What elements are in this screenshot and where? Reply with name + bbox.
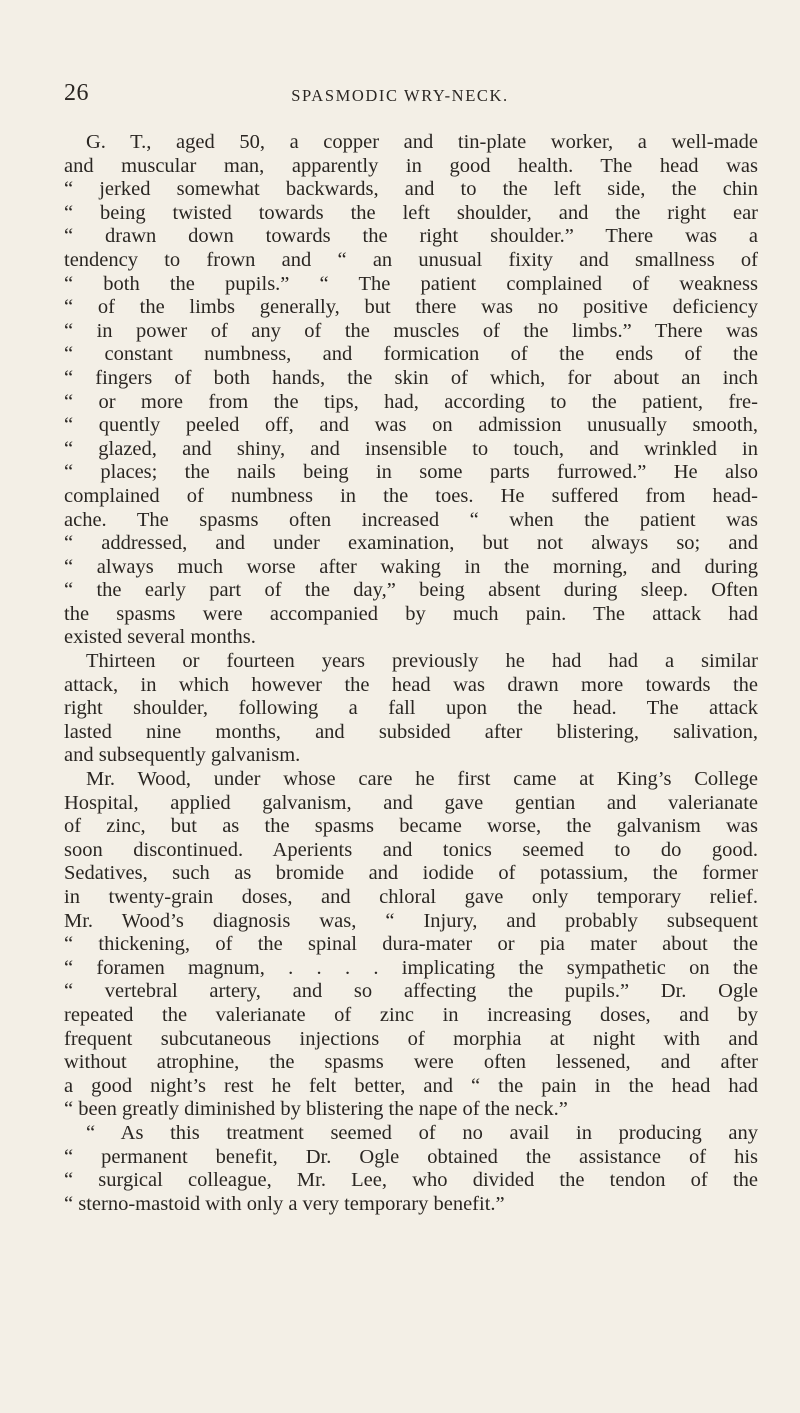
text-line: ache. The spasms often increased “ when the patient was	[64, 508, 758, 531]
text-line: “ drawn down towards the right shoulder.” There was a	[64, 225, 758, 248]
paragraph	[64, 650, 758, 768]
text-line: “ thickening, of the spinal dura-mater or pia mater about the	[64, 933, 758, 956]
text-line: without atrophine, the spasms were often lessened, and after	[64, 1051, 758, 1074]
text-line: existed several months.	[64, 626, 256, 649]
text-line: “ in power of any of the muscles of the limbs.” There was	[64, 319, 758, 342]
text-line: Mr. Wood, under whose care he first came at King’s College	[86, 768, 758, 791]
text-line: “ been greatly diminished by blistering the nape of the neck.”	[64, 1098, 568, 1121]
text-line: Thirteen or fourteen years previously he had had a similar	[86, 650, 758, 673]
text-line: “ constant numbness, and formication of the ends of the	[64, 343, 758, 366]
text-line: the spasms were accompanied by much pain. The attack had	[64, 602, 758, 625]
text-line: complained of numbness in the toes. He suffered from head-	[64, 484, 758, 507]
text-line: a good night’s rest he felt better, and “ the pain in the head had	[64, 1074, 758, 1097]
text-line: “ quently peeled off, and was on admission unusually smooth,	[64, 414, 758, 437]
text-line: “ glazed, and shiny, and insensible to touch, and wrinkled in	[64, 437, 758, 460]
text-line: “ addressed, and under examination, but not always so; and	[64, 532, 758, 555]
text-line: repeated the valerianate of zinc in increasing doses, and by	[64, 1003, 758, 1026]
page-number: 26	[64, 80, 89, 106]
text-line: “ foramen magnum, . . . . implicating the sympathetic on the	[64, 956, 758, 979]
text-line: “ or more from the tips, had, according to the patient, fre-	[64, 390, 758, 413]
running-title: SPASMODIC WRY-NECK.	[291, 86, 509, 105]
text-line: of zinc, but as the spasms became worse, the galvanism was	[64, 815, 758, 838]
text-line: “ the early part of the day,” being absent during sleep. Often	[64, 579, 758, 602]
text-line: “ jerked somewhat backwards, and to the left side, the chin	[64, 178, 758, 201]
text-line: “ both the pupils.” “ The patient complained of weakness	[64, 272, 758, 295]
text-line: attack, in which however the head was drawn more towards the	[64, 673, 758, 696]
text-line: tendency to frown and “ an unusual fixity and smallness of	[64, 248, 758, 271]
text-line: right shoulder, following a fall upon the head. The attack	[64, 697, 758, 720]
text-line: lasted nine months, and subsided after blistering, salivation,	[64, 720, 758, 743]
text-line: “ sterno-mastoid with only a very temporary benefit.”	[64, 1192, 505, 1215]
paragraph	[64, 131, 758, 650]
text-line: “ fingers of both hands, the skin of which, for about an inch	[64, 366, 758, 389]
text-line: G. T., aged 50, a copper and tin-plate worker, a well-made	[86, 131, 758, 153]
text-line: “ surgical colleague, Mr. Lee, who divided the tendon of the	[64, 1169, 758, 1192]
text-line: “ vertebral artery, and so affecting the pupils.” Dr. Ogle	[64, 980, 758, 1003]
paragraph	[64, 768, 758, 1122]
text-line: “ permanent benefit, Dr. Ogle obtained the assistance of his	[64, 1145, 758, 1168]
text-line: “ always much worse after waking in the morning, and during	[64, 555, 758, 578]
text-line: Mr. Wood’s diagnosis was, “ Injury, and probably subsequent	[64, 909, 758, 932]
text-line: “ being twisted towards the left shoulder, and the right ear	[64, 201, 758, 224]
text-line: and muscular man, apparently in good health. The head was	[64, 154, 758, 177]
text-line: “ of the limbs generally, but there was no positive deficiency	[64, 296, 758, 319]
text-line: in twenty-grain doses, and chloral gave only temporary relief.	[64, 886, 758, 908]
paragraph	[64, 1122, 758, 1216]
text-line: frequent subcutaneous injections of morphia at night with and	[64, 1027, 758, 1050]
text-line: soon discontinued. Aperients and tonics seemed to do good.	[64, 838, 758, 861]
body-text	[64, 131, 758, 1216]
text-line: Hospital, applied galvanism, and gave gentian and valerianate	[64, 791, 758, 814]
text-line: “ places; the nails being in some parts furrowed.” He also	[64, 461, 758, 484]
text-line: Sedatives, such as bromide and iodide of potassium, the former	[64, 862, 758, 885]
text-line: “ As this treatment seemed of no avail in producing any	[86, 1121, 758, 1144]
text-line: and subsequently galvanism.	[64, 744, 301, 767]
